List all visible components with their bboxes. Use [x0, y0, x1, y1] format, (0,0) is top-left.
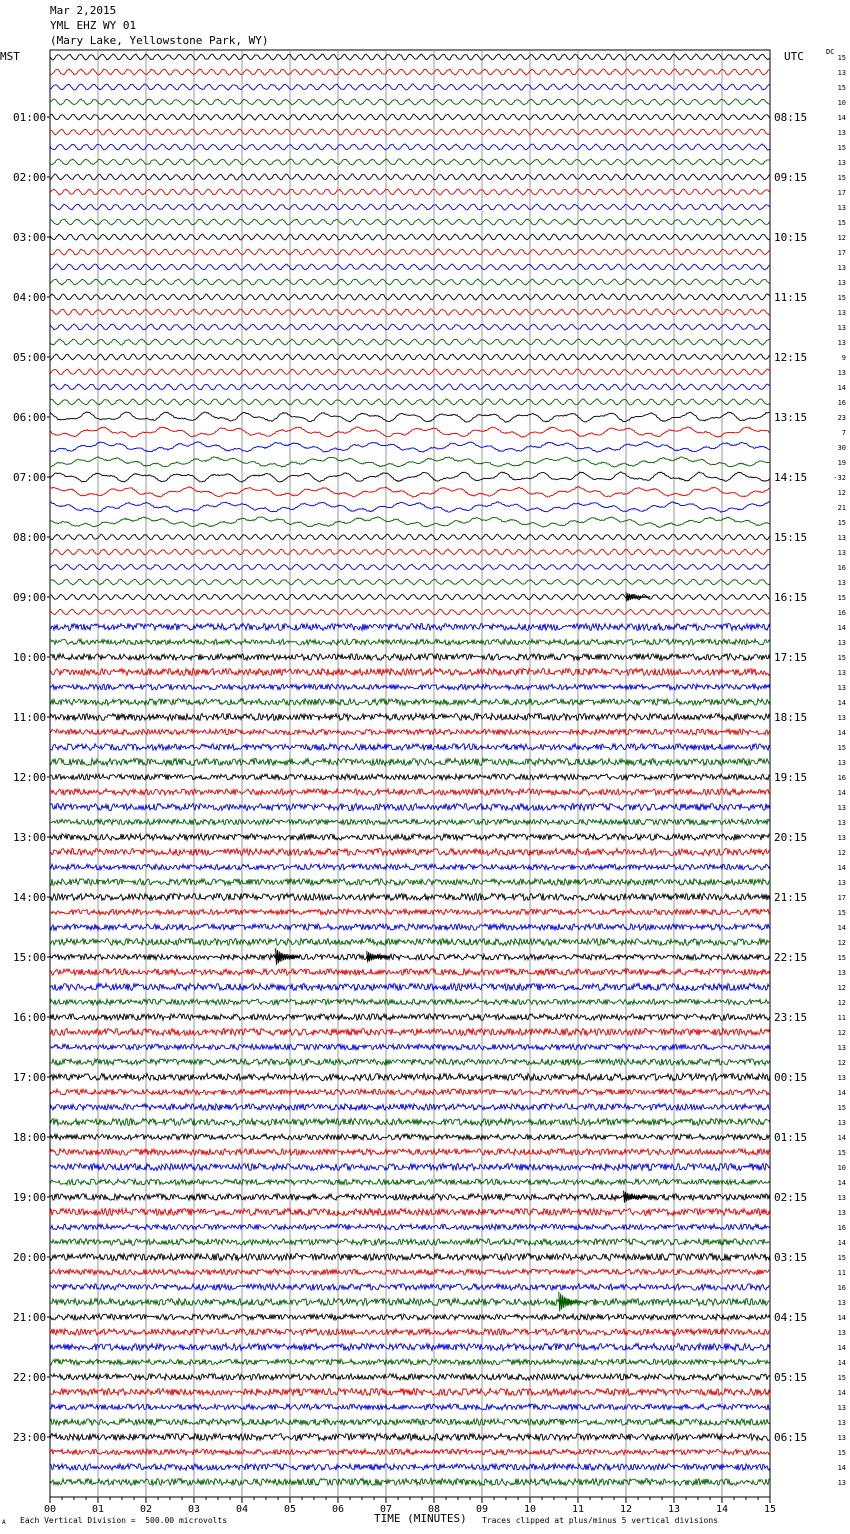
- dc-offset-value: 13: [837, 369, 846, 377]
- right-hour-label: 09:15: [774, 171, 808, 184]
- trace-line: [50, 339, 770, 345]
- left-hour-label: 22:00: [13, 1371, 47, 1384]
- left-hour-label: 18:00: [13, 1131, 47, 1144]
- trace-line: [50, 1089, 770, 1095]
- trace-line: [50, 1119, 770, 1126]
- dc-offset-value: 14: [837, 624, 846, 632]
- trace-line: [50, 309, 770, 315]
- trace-line: [50, 219, 770, 225]
- left-hour-label: 09:00: [13, 591, 47, 604]
- trace-line: [50, 517, 770, 527]
- trace-line: [50, 204, 770, 210]
- dc-offset-value: 14: [837, 1314, 846, 1322]
- x-axis-tick-label: 14: [715, 1504, 729, 1515]
- dc-offset-value: 13: [837, 684, 846, 692]
- dc-offset-value: 15: [837, 1449, 846, 1457]
- dc-offset-value: 13: [837, 834, 846, 842]
- trace-line: [50, 1014, 770, 1020]
- dc-offset-value: 13: [837, 69, 846, 77]
- right-hour-label: 12:15: [774, 351, 808, 364]
- trace-line: [50, 744, 770, 750]
- right-hour-label: 08:15: [774, 111, 808, 124]
- right-hour-label: 00:15: [774, 1071, 808, 1084]
- trace-line: [50, 1374, 770, 1380]
- trace-line: [50, 534, 770, 540]
- trace-line: [50, 1404, 770, 1410]
- dc-offset-value: 13: [837, 324, 846, 332]
- trace-line: [50, 804, 770, 811]
- trace-line: [50, 1179, 770, 1185]
- x-axis-tick-label: 08: [427, 1504, 441, 1515]
- x-axis-tick-label: 07: [379, 1504, 393, 1515]
- dc-offset-value: 15: [837, 294, 846, 302]
- right-hour-label: 11:15: [774, 291, 808, 304]
- dc-offset-value: 11: [837, 1014, 846, 1022]
- right-hour-label: 22:15: [774, 951, 808, 964]
- dc-offset-value: 15: [837, 1254, 846, 1262]
- trace-line: [50, 457, 770, 467]
- trace-line: [50, 1359, 770, 1365]
- trace-line: [50, 1464, 770, 1470]
- x-axis-tick-label: 09: [475, 1504, 489, 1515]
- trace-line: [50, 69, 770, 75]
- trace-line: [50, 1059, 770, 1065]
- x-axis-tick-label: 06: [331, 1504, 345, 1515]
- trace-line: [50, 714, 770, 721]
- dc-offset-value: 13: [837, 1209, 846, 1217]
- dc-offset-value: 13: [837, 1329, 846, 1337]
- trace-line: [50, 669, 770, 676]
- trace-line: [50, 234, 770, 240]
- x-axis-tick-label: 03: [187, 1504, 201, 1515]
- left-hour-label: 05:00: [13, 351, 47, 364]
- trace-line: [50, 594, 770, 600]
- trace-line: [50, 189, 770, 195]
- trace-line: [50, 579, 770, 585]
- right-hour-label: 05:15: [774, 1371, 808, 1384]
- trace-line: [50, 84, 770, 90]
- right-hour-label: 15:15: [774, 531, 808, 544]
- dc-offset-value: 23: [837, 414, 846, 422]
- right-hour-label: 16:15: [774, 591, 808, 604]
- left-hour-label: 12:00: [13, 771, 47, 784]
- trace-line: [50, 1134, 770, 1140]
- x-axis-tick-label: 02: [139, 1504, 153, 1515]
- trace-line: [50, 699, 770, 705]
- scale-note: Each Vertical Division = 500.00 microvolts: [20, 1516, 228, 1525]
- left-hour-label: 21:00: [13, 1311, 47, 1324]
- left-hour-label: 20:00: [13, 1251, 47, 1264]
- dc-offset-value: 15: [837, 84, 846, 92]
- trace-line: [50, 969, 770, 975]
- left-hour-label: 23:00: [13, 1431, 47, 1444]
- trace-line: [50, 954, 770, 960]
- dc-offset-value: 15: [837, 1374, 846, 1382]
- dc-offset-value: 15: [837, 909, 846, 917]
- x-axis-tick-label: 00: [43, 1504, 57, 1515]
- trace-line: [50, 114, 770, 120]
- dc-offset-value: 13: [837, 159, 846, 167]
- left-hour-label: 03:00: [13, 231, 47, 244]
- dc-offset-value: 13: [837, 669, 846, 677]
- dc-offset-value: 17: [837, 189, 846, 197]
- trace-line: [50, 729, 770, 735]
- x-axis-tick-label: 05: [283, 1504, 297, 1515]
- dc-offset-value: 13: [837, 1434, 846, 1442]
- dc-offset-header: DC: [826, 48, 835, 56]
- trace-line: [50, 294, 770, 300]
- dc-offset-value: 30: [837, 444, 846, 452]
- dc-offset-value: 13: [837, 1044, 846, 1052]
- trace-line: [50, 939, 770, 946]
- dc-offset-value: 13: [837, 804, 846, 812]
- right-hour-label: 10:15: [774, 231, 808, 244]
- trace-line: [50, 1299, 770, 1306]
- trace-line: [50, 759, 770, 766]
- trace-line: [50, 999, 770, 1005]
- dc-offset-value: 13: [837, 1419, 846, 1427]
- left-hour-label: 19:00: [13, 1191, 47, 1204]
- trace-line: [50, 264, 770, 270]
- x-axis-tick-label: 13: [667, 1504, 681, 1515]
- left-hour-label: 04:00: [13, 291, 47, 304]
- dc-offset-value: 17: [837, 249, 846, 257]
- dc-offset-value: 15: [837, 144, 846, 152]
- dc-offset-value: 14: [837, 1344, 846, 1352]
- trace-line: [50, 639, 770, 645]
- right-hour-label: 20:15: [774, 831, 808, 844]
- dc-offset-value: 14: [837, 729, 846, 737]
- dc-offset-value: 14: [837, 924, 846, 932]
- trace-line: [50, 1284, 770, 1290]
- trace-line: [50, 354, 770, 360]
- trace-line: [50, 864, 770, 870]
- dc-offset-value: 16: [837, 564, 846, 572]
- left-hour-label: 01:00: [13, 111, 47, 124]
- trace-line: [50, 684, 770, 690]
- trace-line: [50, 1224, 770, 1230]
- x-axis-tick-label: 04: [235, 1504, 249, 1515]
- dc-offset-value: 15: [837, 1104, 846, 1112]
- trace-line: [50, 789, 770, 795]
- dc-offset-value: 10: [837, 1164, 846, 1172]
- dc-offset-value: 13: [837, 759, 846, 767]
- dc-offset-value: 13: [837, 339, 846, 347]
- trace-line: [50, 1164, 770, 1171]
- trace-line: [50, 487, 770, 498]
- left-hour-label: 10:00: [13, 651, 47, 664]
- trace-line: [50, 159, 770, 165]
- dc-offset-value: 15: [837, 954, 846, 962]
- dc-offset-value: 14: [837, 1134, 846, 1142]
- trace-line: [50, 399, 770, 405]
- dc-offset-value: 13: [837, 969, 846, 977]
- left-hour-label: 07:00: [13, 471, 47, 484]
- plot-frame: [50, 50, 770, 1497]
- trace-line: [50, 249, 770, 255]
- dc-offset-value: 13: [837, 264, 846, 272]
- right-hour-label: 21:15: [774, 891, 808, 904]
- trace-line: [50, 1254, 770, 1261]
- dc-offset-value: 12: [837, 999, 846, 1007]
- right-hour-label: 04:15: [774, 1311, 808, 1324]
- trace-line: [50, 1479, 770, 1486]
- x-axis-tick-label: 10: [523, 1504, 537, 1515]
- right-hour-label: 03:15: [774, 1251, 808, 1264]
- dc-offset-value: 16: [837, 399, 846, 407]
- dc-offset-value: 12: [837, 234, 846, 242]
- header-location: (Mary Lake, Yellowstone Park, WY): [50, 34, 269, 47]
- dc-offset-value: 14: [837, 1089, 846, 1097]
- left-hour-label: 14:00: [13, 891, 47, 904]
- left-hour-label: 06:00: [13, 411, 47, 424]
- trace-line: [50, 324, 770, 330]
- right-hour-label: 13:15: [774, 411, 808, 424]
- dc-offset-value: 15: [837, 744, 846, 752]
- left-hour-label: 02:00: [13, 171, 47, 184]
- trace-line: [50, 609, 770, 615]
- dc-offset-value: 15: [837, 54, 846, 62]
- trace-line: [50, 1194, 770, 1200]
- dc-offset-value: 16: [837, 774, 846, 782]
- dc-offset-value: 12: [837, 1059, 846, 1067]
- x-axis-tick-label: 15: [763, 1504, 777, 1515]
- right-hour-label: 19:15: [774, 771, 808, 784]
- dc-offset-value: 14: [837, 1464, 846, 1472]
- trace-line: [50, 1329, 770, 1335]
- dc-offset-value: 15: [837, 1149, 846, 1157]
- dc-offset-value: 12: [837, 1029, 846, 1037]
- dc-offset-value: 13: [837, 879, 846, 887]
- trace-line: [50, 1389, 770, 1396]
- trace-line: [50, 412, 770, 422]
- trace-line: [50, 819, 770, 825]
- dc-offset-value: 13: [837, 1194, 846, 1202]
- dc-offset-value: 14: [837, 699, 846, 707]
- clip-note: Traces clipped at plus/minus 5 vertical divisions: [482, 1516, 719, 1525]
- dc-offset-value: 12: [837, 489, 846, 497]
- dc-offset-value: 13: [837, 579, 846, 587]
- x-axis-title: TIME (MINUTES): [374, 1512, 467, 1525]
- trace-line: [50, 1209, 770, 1216]
- dc-offset-value: 15: [837, 219, 846, 227]
- left-hour-label: 08:00: [13, 531, 47, 544]
- dc-offset-value: 13: [837, 309, 846, 317]
- dc-offset-value: 15: [837, 519, 846, 527]
- right-hour-label: 23:15: [774, 1011, 808, 1024]
- trace-line: [50, 1269, 770, 1275]
- corner-mark: A: [2, 1519, 6, 1526]
- trace-line: [50, 502, 770, 513]
- trace-line: [50, 174, 770, 180]
- dc-offset-value: 17: [837, 894, 846, 902]
- x-axis-tick-label: 01: [91, 1504, 105, 1515]
- dc-offset-value: 13: [837, 819, 846, 827]
- trace-line: [50, 99, 770, 105]
- dc-offset-value: 13: [837, 1479, 846, 1487]
- dc-offset-value: 19: [837, 459, 846, 467]
- trace-line: [50, 909, 770, 915]
- dc-offset-value: 13: [837, 1119, 846, 1127]
- dc-offset-value: 10: [837, 99, 846, 107]
- trace-line: [50, 924, 770, 930]
- dc-offset-value: 13: [837, 714, 846, 722]
- trace-line: [50, 1434, 770, 1441]
- right-hour-label: 18:15: [774, 711, 808, 724]
- trace-line: [50, 1074, 770, 1081]
- trace-line: [50, 984, 770, 991]
- trace-line: [50, 1044, 770, 1050]
- dc-offset-value: 13: [837, 1074, 846, 1082]
- left-hour-label: 16:00: [13, 1011, 47, 1024]
- trace-line: [50, 1239, 770, 1245]
- dc-offset-value: 14: [837, 1389, 846, 1397]
- dc-offset-value: 13: [837, 639, 846, 647]
- trace-line: [50, 54, 770, 60]
- dc-offset-value: 13: [837, 204, 846, 212]
- dc-offset-value: 13: [837, 549, 846, 557]
- dc-offset-value: 14: [837, 789, 846, 797]
- dc-offset-value: 13: [837, 534, 846, 542]
- trace-line: [50, 1314, 770, 1320]
- trace-line: [50, 774, 770, 780]
- trace-line: [50, 894, 770, 901]
- dc-offset-value: 15: [837, 174, 846, 182]
- dc-offset-value: 14: [837, 1179, 846, 1187]
- trace-line: [50, 549, 770, 555]
- dc-offset-value: 13: [837, 1299, 846, 1307]
- dc-offset-value: 7: [841, 429, 846, 437]
- trace-line: [50, 1029, 770, 1036]
- trace-line: [50, 564, 770, 570]
- dc-offset-value: 16: [837, 1224, 846, 1232]
- trace-line: [50, 1419, 770, 1425]
- trace-line: [50, 879, 770, 885]
- trace-line: [50, 834, 770, 840]
- dc-offset-value: 14: [837, 114, 846, 122]
- left-hour-label: 17:00: [13, 1071, 47, 1084]
- trace-line: [50, 442, 770, 452]
- trace-line: [50, 129, 770, 135]
- dc-offset-value: 13: [837, 129, 846, 137]
- dc-offset-value: 14: [837, 384, 846, 392]
- dc-offset-value: 15: [837, 594, 846, 602]
- trace-line: [50, 1344, 770, 1351]
- trace-line: [50, 369, 770, 375]
- trace-line: [50, 427, 770, 438]
- left-hour-label: 13:00: [13, 831, 47, 844]
- dc-offset-value: 14: [837, 864, 846, 872]
- trace-line: [50, 654, 770, 660]
- header-date: Mar 2,2015: [50, 4, 117, 17]
- dc-offset-value: 16: [837, 1284, 846, 1292]
- right-hour-label: 06:15: [774, 1431, 808, 1444]
- left-hour-label: 15:00: [13, 951, 47, 964]
- trace-line: [50, 1104, 770, 1110]
- trace-line: [50, 624, 770, 631]
- right-hour-label: 01:15: [774, 1131, 808, 1144]
- dc-offset-value: 13: [837, 1404, 846, 1412]
- dc-offset-value: 16: [837, 609, 846, 617]
- dc-offset-value: 12: [837, 984, 846, 992]
- right-hour-label: 14:15: [774, 471, 808, 484]
- trace-line: [50, 1149, 770, 1155]
- trace-line: [50, 144, 770, 150]
- right-hour-label: 02:15: [774, 1191, 808, 1204]
- trace-line: [50, 849, 770, 856]
- left-timezone-label: MST: [0, 50, 20, 63]
- dc-offset-value: -32: [833, 474, 846, 482]
- right-hour-label: 17:15: [774, 651, 808, 664]
- trace-line: [50, 1449, 770, 1455]
- x-axis-tick-label: 12: [619, 1504, 633, 1515]
- dc-offset-value: 14: [837, 1239, 846, 1247]
- trace-line: [50, 472, 770, 482]
- trace-line: [50, 279, 770, 285]
- event-burst: [626, 592, 650, 601]
- dc-offset-value: 14: [837, 1359, 846, 1367]
- dc-offset-value: 9: [841, 354, 846, 362]
- dc-offset-value: 21: [837, 504, 846, 512]
- dc-offset-value: 13: [837, 279, 846, 287]
- left-hour-label: 11:00: [13, 711, 47, 724]
- dc-offset-value: 12: [837, 939, 846, 947]
- trace-line: [50, 384, 770, 390]
- x-axis-tick-label: 11: [571, 1504, 585, 1515]
- header-station: YML EHZ WY 01: [50, 19, 137, 32]
- dc-offset-value: 12: [837, 849, 846, 857]
- dc-offset-value: 11: [837, 1269, 846, 1277]
- dc-offset-value: 15: [837, 654, 846, 662]
- right-timezone-label: UTC: [784, 50, 804, 63]
